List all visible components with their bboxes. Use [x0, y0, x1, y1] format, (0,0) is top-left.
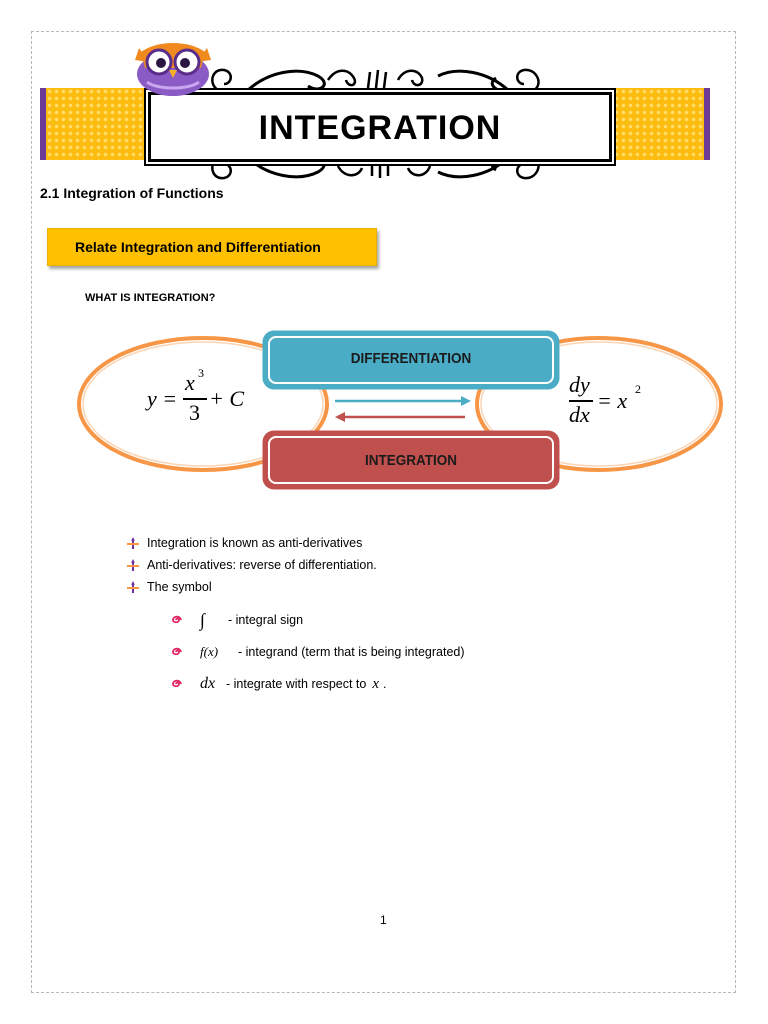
integral-sign-symbol: ∫	[200, 609, 205, 630]
differential-description: - integrate with respect to	[226, 677, 367, 691]
bullet-list	[127, 532, 377, 598]
integrand-description: - integrand (term that is being integrated)	[238, 645, 465, 659]
spiral-icon	[170, 646, 200, 658]
left-equation-tail: + C	[209, 386, 245, 411]
left-equation-denominator: 3	[189, 400, 200, 425]
right-equation-rhs: = x	[597, 388, 628, 413]
differentiation-box-label: DIFFERENTIATION	[350, 350, 472, 367]
owl-icon	[127, 38, 219, 96]
left-equation	[147, 366, 267, 430]
question-heading: WHAT IS INTEGRATION?	[85, 292, 216, 304]
banner-title-frame	[148, 92, 612, 162]
integration-box-label: INTEGRATION	[365, 452, 457, 469]
list-item	[127, 576, 377, 598]
arrow-cross-bullet-icon	[127, 559, 147, 571]
page-number: 1	[380, 913, 387, 927]
subheading-label: Relate Integration and Differentiation	[75, 239, 321, 255]
list-item	[127, 554, 377, 576]
bullet-text: Anti-derivatives: reverse of differentiation.	[147, 558, 377, 572]
right-equation-exponent: 2	[635, 382, 641, 396]
list-item	[170, 636, 465, 668]
top-swirl-ornament	[208, 62, 548, 94]
integrand-symbol: f(x)	[200, 644, 219, 659]
right-equation-numerator: dy	[569, 372, 590, 397]
spiral-icon	[170, 678, 200, 690]
list-item	[127, 532, 377, 554]
list-item	[170, 604, 465, 636]
list-item	[170, 668, 465, 700]
left-equation-numerator: x	[185, 370, 195, 395]
arrow-cross-bullet-icon	[127, 581, 147, 593]
arrow-cross-bullet-icon	[127, 537, 147, 549]
subheading-box	[47, 228, 377, 266]
right-equation-denominator: dx	[569, 402, 590, 427]
left-equation-lhs: y =	[147, 386, 178, 411]
integral-sign-description: - integral sign	[228, 613, 304, 627]
symbol-list	[170, 604, 465, 700]
integration-diagram	[75, 326, 725, 496]
right-equation	[569, 370, 689, 430]
differential-end: .	[383, 677, 387, 691]
page-title: INTEGRATION	[258, 108, 502, 147]
left-equation-exponent: 3	[198, 366, 204, 380]
bullet-text: The symbol	[147, 580, 212, 594]
bullet-text: Integration is known as anti-derivatives	[147, 536, 363, 550]
spiral-icon	[170, 614, 200, 626]
differential-variable: x	[372, 675, 380, 692]
differential-symbol: dx	[200, 675, 216, 692]
section-heading: 2.1 Integration of Functions	[40, 185, 224, 201]
